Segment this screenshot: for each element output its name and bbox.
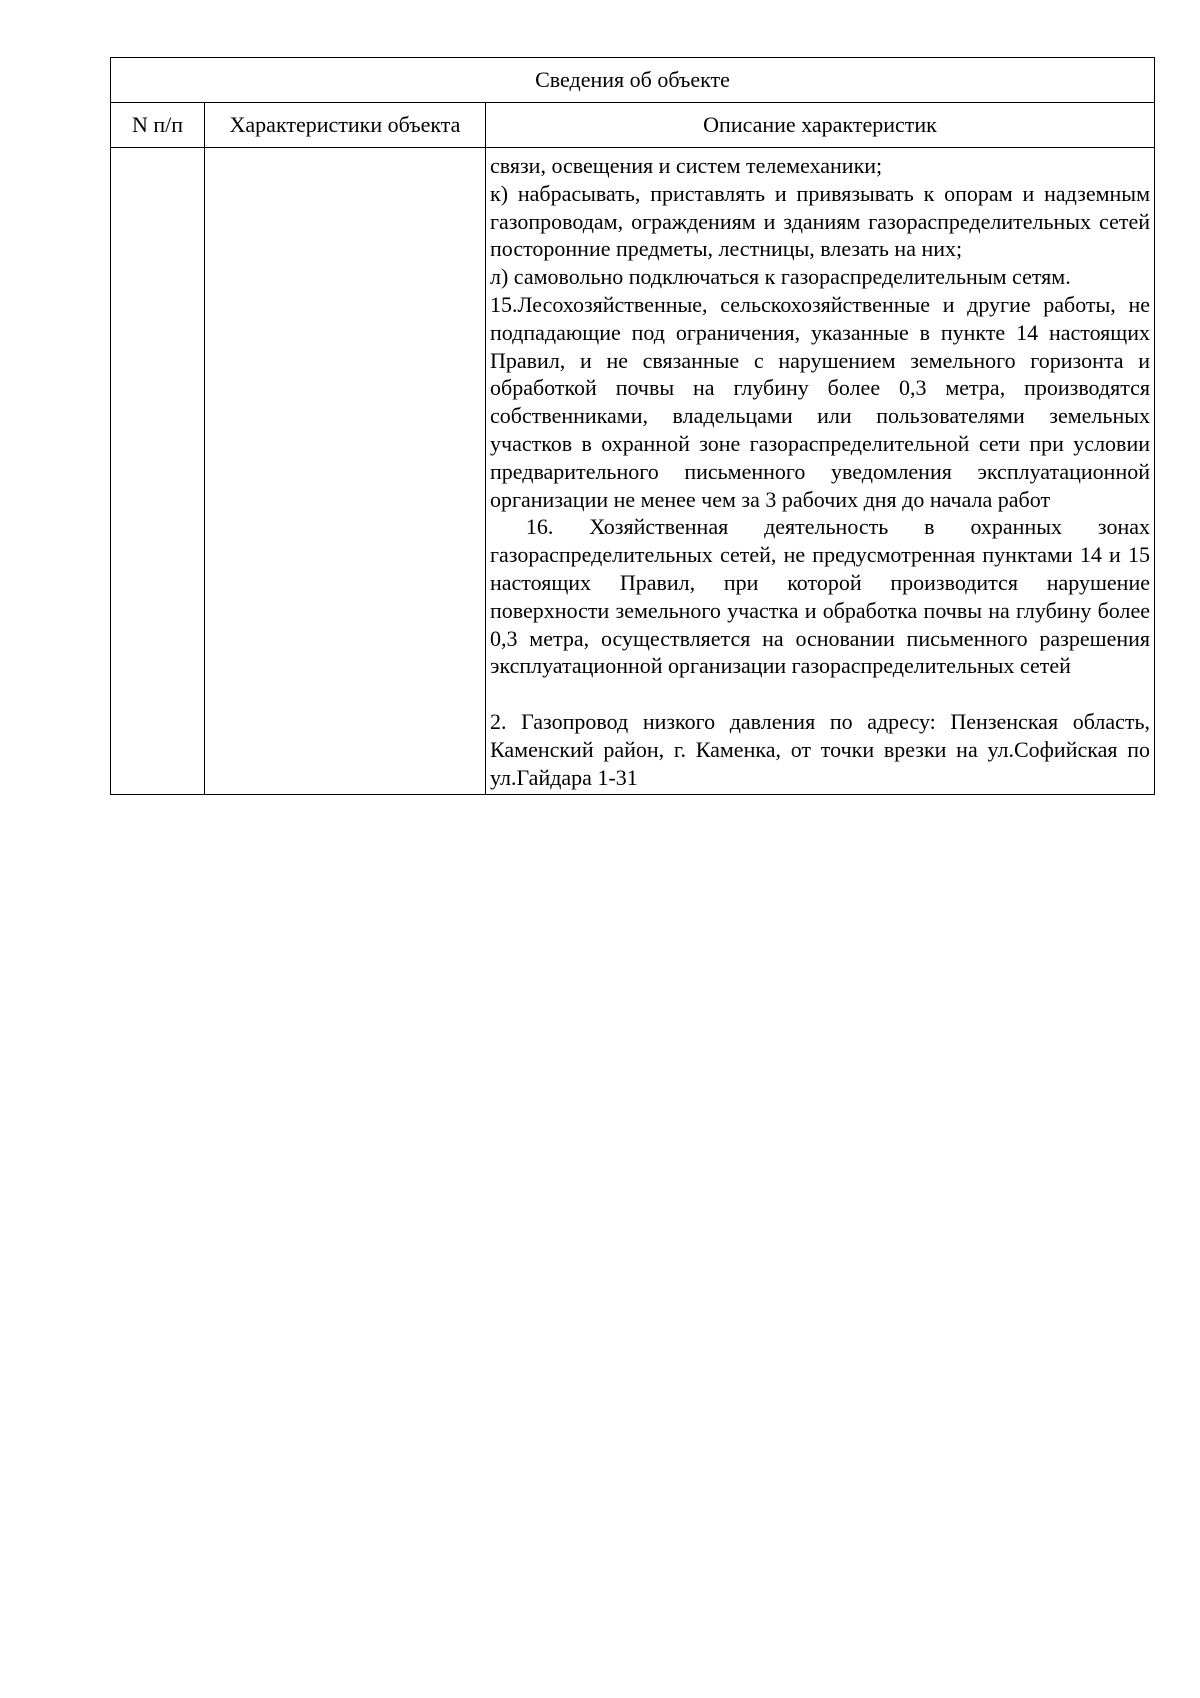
paragraph-continuation: связи, освещения и систем телемеханики; [490,153,883,178]
paragraph-spacer [490,680,1150,708]
header-number: N п/п [111,103,205,148]
object-info-table [110,57,1155,795]
table-caption-row [111,58,1155,103]
paragraph-16: 16. Хозяйственная деятельность в охранных зонах газораспределительных сетей, не предусмотренная пунктами 14 и 15 настоящих Правил, при которой производится нарушение поверхности земельного участка и обработка почвы на глубину более 0,3 метра, осуществляется на основании письменного разрешения эксплуатационной организации газораспределительных сетей [490,514,1156,679]
paragraph-15: 15.Лесохозяйственные, сельскохозяйственные и другие работы, не подпадающие под ограничения, указанные в пункте 14 настоящих Правил, и не связанные с нарушением земельного горизонта и обработкой почвы на глубину более 0,3 метра, производятся собственниками, владельцами или пользователями земельных участков в охранной зоне газораспределительной сети при условии предварительного письменного уведомления эксплуатационной организации не менее чем за 3 рабочих дня до начала работ [490,291,1150,512]
description-text [486,148,1154,794]
cell-characteristics [205,148,486,795]
header-description: Описание характеристик [486,103,1155,148]
paragraph-item-k: к) набрасывать, приставлять и привязывать к опорам и надземным газопроводам, ограждениям и зданиям газораспределительных сетей посторонние предметы, лестницы, влезать на них; [490,180,1150,262]
table-header-row [111,103,1155,148]
table-row [111,148,1155,795]
object-item-2: 2. Газопровод низкого давления по адресу: Пензенская область, Каменский район, г. Каменка, от точки врезки на ул.Софийская по ул.Гайдара 1-31 [490,709,1150,790]
paragraph-item-l: л) самовольно подключаться к газораспределительным сетям. [490,264,1071,290]
header-characteristics: Характеристики объекта [205,103,486,148]
cell-number [111,148,205,795]
table-caption: Сведения об объекте [111,58,1155,103]
cell-description [486,148,1155,795]
